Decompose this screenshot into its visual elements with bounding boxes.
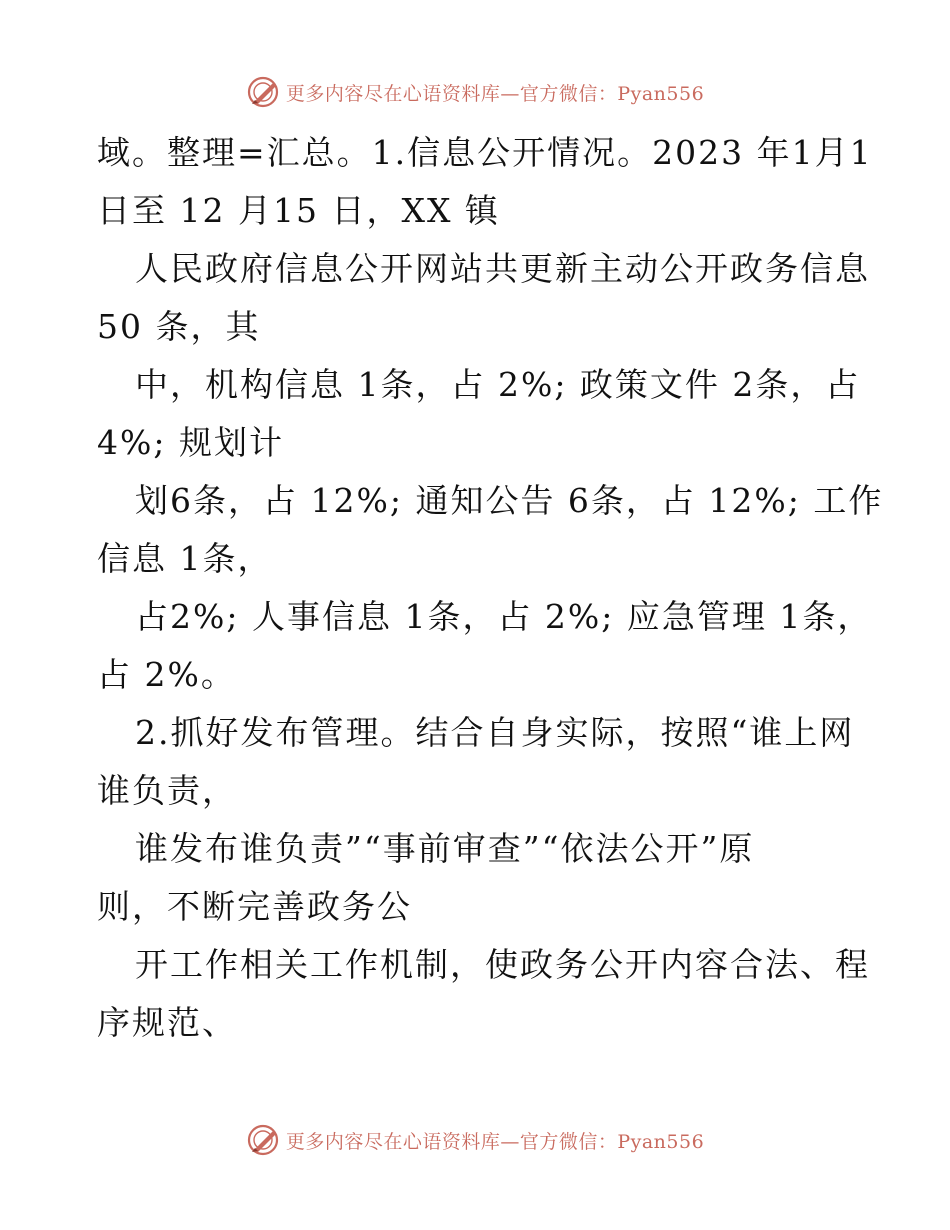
paragraph-line: 50 条，其 xyxy=(97,307,261,346)
paragraph-line: 开工作相关工作机制，使政务公开内容合法、程 xyxy=(135,945,870,984)
paragraph-line: 划6条，占 12%; 通知公告 6条，占 12%; 工作 xyxy=(135,481,884,520)
paragraph-line: 人民政府信息公开网站共更新主动公开政务信息 xyxy=(135,249,870,288)
paragraph-line: 谁负责， xyxy=(97,771,237,810)
paragraph-line: 序规范、 xyxy=(97,1003,237,1042)
paragraph-line: 4%; 规划计 xyxy=(97,423,284,462)
paragraph-line: 占 2%。 xyxy=(97,655,236,694)
document-body xyxy=(97,124,884,1052)
paragraph-line: 日至 12 月15 日，XX 镇 xyxy=(97,191,500,230)
paragraph-line: 信息 1条， xyxy=(97,539,273,578)
footer-watermark xyxy=(0,1120,950,1160)
watermark-text: 更多内容尽在心语资料库—官方微信：Pyan556 xyxy=(285,82,705,105)
paragraph-line: 域。整理=汇总。1.信息公开情况。2023 年1月1 xyxy=(97,133,873,172)
paragraph-line: 谁发布谁负责”“事前审查”“依法公开”原 xyxy=(135,829,755,868)
watermark-text: 更多内容尽在心语资料库—官方微信：Pyan556 xyxy=(285,1130,705,1153)
pen-seal-logo-icon xyxy=(246,1123,280,1157)
pen-seal-logo-icon xyxy=(246,75,280,109)
paragraph-line: 中，机构信息 1条，占 2%; 政策文件 2条，占 xyxy=(135,365,861,404)
paragraph-line: 2.抓好发布管理。结合自身实际，按照“谁上网 xyxy=(135,713,855,752)
header-watermark xyxy=(0,72,950,112)
paragraph-line: 则，不断完善政务公 xyxy=(97,887,412,926)
paragraph-line: 占2%; 人事信息 1条，占 2%; 应急管理 1条， xyxy=(135,597,873,636)
